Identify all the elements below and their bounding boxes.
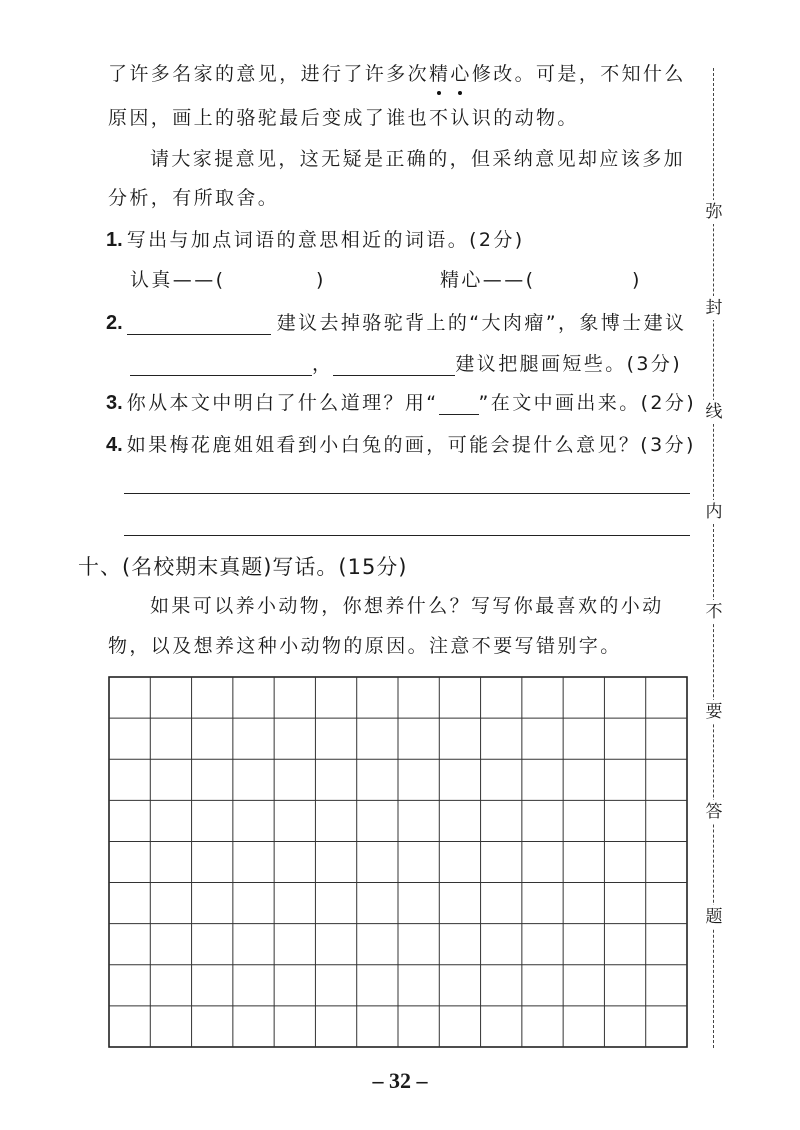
question-3 [106,391,696,415]
question-1 [106,228,525,252]
seal-line-char: 不 [702,600,726,624]
question-number: 4. [106,434,123,456]
question-text: 写出与加点词语的意思相近的词语。(2分) [126,229,525,251]
answer-line[interactable] [124,493,690,494]
section-title: 十、(名校期末真题)写话。(15分) [78,555,408,579]
seal-line-char: 封 [702,296,726,320]
emphasis-dot [458,91,462,95]
q1-item-b-close: ) [632,269,642,291]
page-number: – 32 – [372,1068,428,1093]
answer-blank[interactable] [127,314,271,335]
passage-text: 修改。可是，不知什么 [471,63,686,85]
question-number: 1. [106,229,123,251]
question-number: 2. [106,312,123,334]
seal-line-char: 要 [702,700,726,724]
q1-item-a [130,268,225,292]
question-number: 3. [106,392,123,414]
q1-item-b [440,268,535,292]
question-text: 你从本文中明白了什么道理？用“ [126,392,439,414]
question-text: 建议去掉骆驼背上的“大肉瘤”，象博士建议 [276,312,687,334]
answer-blank[interactable] [130,355,312,376]
writing-prompt-line-2: 物，以及想养这种小动物的原因。注意不要写错别字。 [108,635,622,657]
answer-line[interactable] [124,535,690,536]
seal-line-char: 线 [702,400,726,424]
question-2-cont [130,352,682,376]
question-text: ”在文中画出来。(2分) [478,392,697,414]
q1-item-a-close: ) [316,269,326,291]
writing-grid[interactable] [108,676,688,1048]
emphasis-dot [437,91,441,95]
underline-symbol [439,396,479,415]
writing-prompt-line-1: 如果可以养小动物，你想养什么？写写你最喜欢的小动 [150,595,664,617]
seal-line-char: 题 [702,905,726,929]
question-4 [106,433,696,457]
seal-line-char: 答 [702,800,726,824]
dotted-word: 精心 [429,62,472,86]
passage-line-4: 分析，有所取舍。 [108,187,280,209]
question-text: 建议把腿画短些。(3分) [455,353,683,375]
passage-line-2: 原因，画上的骆驼最后变成了谁也不认识的动物。 [108,107,579,129]
seal-line-char: 弥 [702,200,726,224]
seal-line-char: 内 [702,500,726,524]
passage-line-3: 请大家提意见，这无疑是正确的，但采纳意见却应该多加 [150,148,686,170]
question-text: 如果梅花鹿姐姐看到小白兔的画，可能会提什么意见？(3分) [126,434,696,456]
passage-line-1 [108,62,686,86]
item-label: 认真——( [130,269,226,291]
separator: ， [312,353,334,375]
item-label: 精心——( [440,269,536,291]
question-2 [106,311,686,335]
answer-blank[interactable] [333,355,455,376]
passage-text: 了许多名家的意见，进行了许多次 [108,63,430,85]
